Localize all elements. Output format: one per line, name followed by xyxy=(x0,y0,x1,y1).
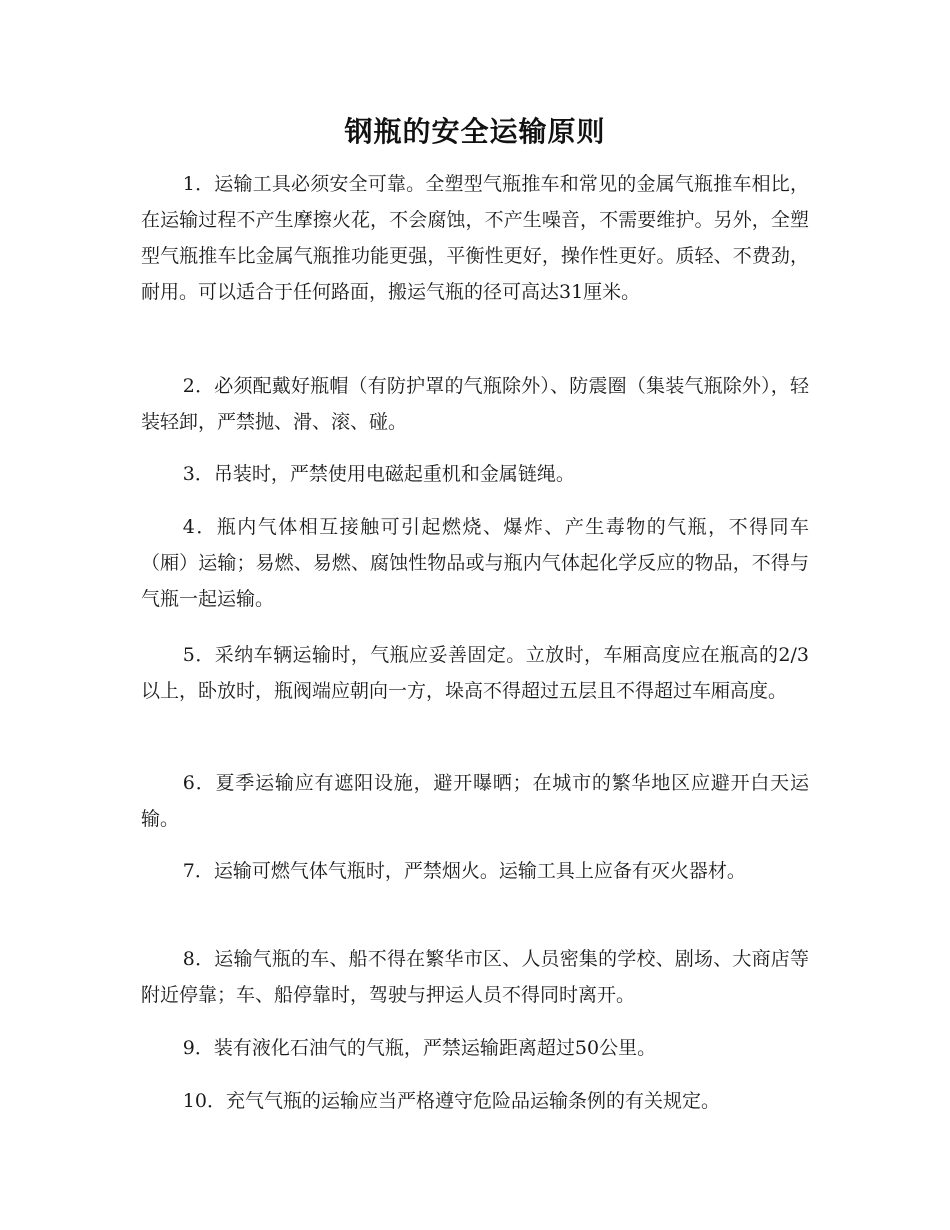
paragraph-5: 5．采纳车辆运输时，气瓶应妥善固定。立放时，车厢高度应在瓶高的2/3以上，卧放时，瓶阀端应朝向一方，垛高不得超过五层且不得超过车厢高度。 xyxy=(141,644,809,702)
paragraph-9: 9．装有液化石油气的气瓶，严禁运输距离超过50公里。 xyxy=(182,1037,657,1059)
paragraph-4: 4．瓶内气体相互接触可引起燃烧、爆炸、产生毒物的气瓶，不得同车（厢）运输；易燃、易燃、腐蚀性物品或与瓶内气体起化学反应的物品，不得与气瓶一起运输。 xyxy=(141,516,809,610)
paragraph-2: 2．必须配戴好瓶帽（有防护罩的气瓶除外）、防震圈（集装气瓶除外），轻装轻卸，严禁抛、滑、滚、碰。 xyxy=(141,375,809,433)
paragraph-8: 8．运输气瓶的车、船不得在繁华市区、人员密集的学校、剧场、大商店等附近停靠；车、船停靠时，驾驶与押运人员不得同时离开。 xyxy=(141,948,809,1006)
document-title: 钢瓶的安全运输原则 xyxy=(344,115,606,148)
paragraph-6: 6．夏季运输应有遮阳设施，避开曝晒；在城市的繁华地区应避开白天运输。 xyxy=(141,772,809,830)
paragraph-10: 10．充气气瓶的运输应当严格遵守危险品运输条例的有关规定。 xyxy=(182,1090,720,1112)
paragraph-1: 1．运输工具必须安全可靠。全塑型气瓶推车和常见的金属气瓶推车相比，在运输过程不产生摩擦火花，不会腐蚀，不产生噪音，不需要维护。另外，全塑型气瓶推车比金属气瓶推功能更强，平衡性更好，操作性更好。质轻、不费劲，耐用。可以适合于任何路面，搬运气瓶的径可高达31厘米。 xyxy=(141,173,809,303)
paragraph-3: 3．吊装时，严禁使用电磁起重机和金属链绳。 xyxy=(182,463,575,485)
paragraph-7: 7．运输可燃气体气瓶时，严禁烟火。运输工具上应备有灭火器材。 xyxy=(182,860,746,882)
